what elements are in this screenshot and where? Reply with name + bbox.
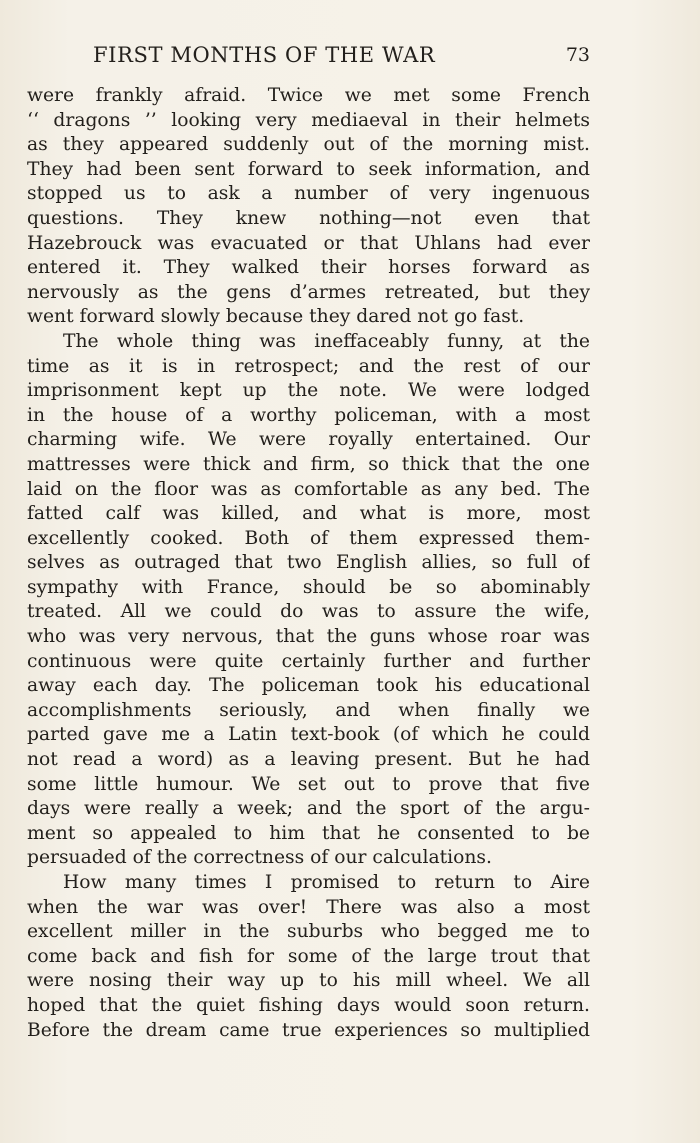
text-line: imprisonment kept up the note. We were lodged bbox=[27, 380, 590, 402]
text-line: some little humour. We set out to prove that five bbox=[27, 773, 590, 795]
text-line: treated. All we could do was to assure the wife, bbox=[27, 601, 590, 623]
text-line: fatted calf was killed, and what is more, most bbox=[27, 503, 590, 525]
text-line: who was very nervous, that the guns whose roar was bbox=[27, 626, 590, 648]
text-line: sympathy with France, should be so abominably bbox=[27, 576, 590, 598]
page-header bbox=[27, 40, 590, 70]
paragraph-start-line: How many times I promised to return to Aire bbox=[63, 872, 590, 893]
text-line: ‘‘ dragons ’’ looking very mediaeval in their helmets bbox=[27, 109, 590, 131]
text-line: nervously as the gens d’armes retreated, but they bbox=[27, 281, 590, 303]
text-line: mattresses were thick and firm, so thick that the one bbox=[27, 453, 590, 475]
paragraph-start-line: The whole thing was ineffaceably funny, at the bbox=[63, 330, 590, 352]
text-line: stopped us to ask a number of very ingenuous bbox=[27, 183, 590, 205]
text-line: They had been sent forward to seek information, and bbox=[27, 158, 590, 180]
text-line: excellently cooked. Both of them expressed them- bbox=[27, 527, 590, 549]
text-line: continuous were quite certainly further and further bbox=[27, 650, 590, 672]
text-line: selves as outraged that two English allies, so full of bbox=[27, 552, 590, 574]
text-line: persuaded of the correctness of our calculations. bbox=[27, 847, 492, 869]
text-line: excellent miller in the suburbs who begged me to bbox=[27, 921, 590, 943]
text-line: Hazebrouck was evacuated or that Uhlans had ever bbox=[27, 232, 590, 254]
text-line: when the war was over! There was also a most bbox=[27, 896, 590, 918]
text-line: time as it is in retrospect; and the rest of our bbox=[27, 355, 590, 377]
text-line: Before the dream came true experiences so multiplied bbox=[27, 1019, 590, 1041]
text-line: entered it. They walked their horses forward as bbox=[27, 257, 590, 279]
text-line: in the house of a worthy policeman, with a most bbox=[27, 404, 590, 426]
text-line: laid on the floor was as comfortable as any bed. The bbox=[27, 478, 590, 500]
text-line: questions. They knew nothing—not even that bbox=[27, 207, 590, 229]
text-line: hoped that the quiet fishing days would soon return. bbox=[27, 994, 590, 1016]
text-line: ment so appealed to him that he consented to be bbox=[27, 822, 590, 844]
text-line: away each day. The policeman took his educational bbox=[27, 675, 590, 697]
text-line: not read a word) as a leaving present. But he had bbox=[27, 749, 590, 771]
text-line: charming wife. We were royally entertained. Our bbox=[27, 429, 590, 451]
text-line: went forward slowly because they dared not go fast. bbox=[27, 306, 525, 328]
text-line: were nosing their way up to his mill wheel. We all bbox=[27, 970, 590, 992]
page-number: 73 bbox=[565, 44, 590, 66]
body-text bbox=[27, 84, 590, 1043]
text-line: parted gave me a Latin text-book (of which he could bbox=[27, 724, 590, 746]
running-head: FIRST MONTHS OF THE WAR bbox=[93, 43, 436, 67]
text-line: as they appeared suddenly out of the morning mist. bbox=[27, 134, 590, 156]
text-line: come back and fish for some of the large trout that bbox=[27, 945, 590, 967]
text-line: days were really a week; and the sport of the argu- bbox=[27, 798, 590, 820]
text-line: were frankly afraid. Twice we met some French bbox=[27, 85, 590, 106]
text-line: accomplishments seriously, and when finally we bbox=[27, 699, 590, 721]
